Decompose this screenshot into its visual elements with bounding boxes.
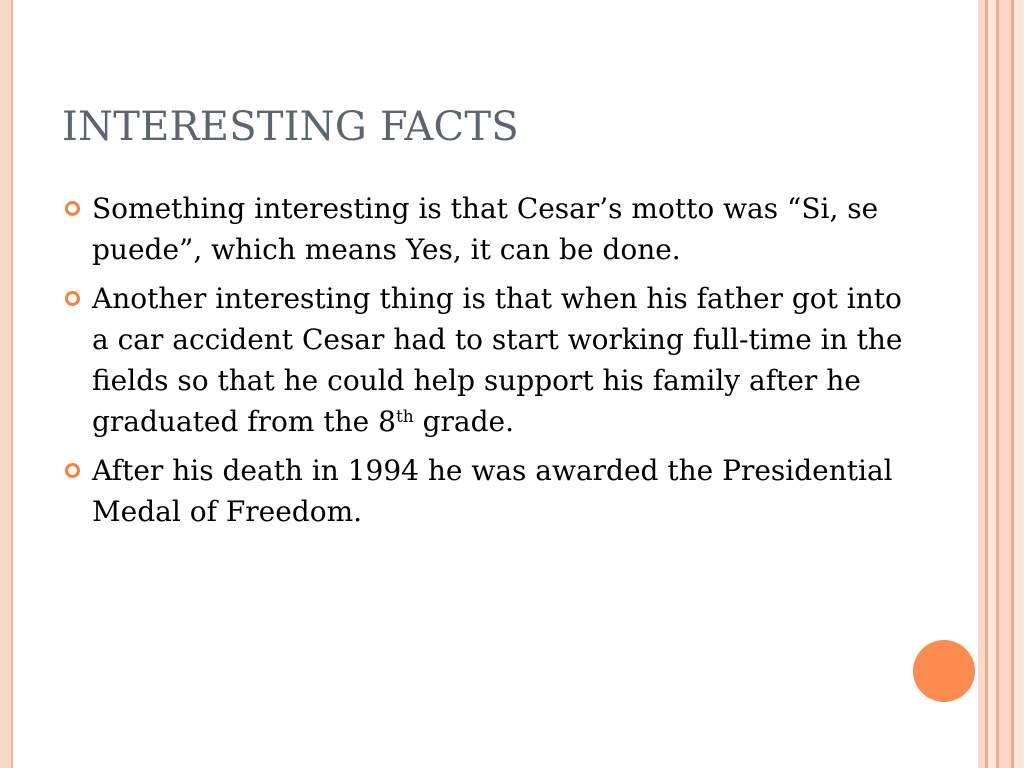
bullet-circle-icon: [65, 201, 80, 216]
left-border-stripe: [0, 0, 13, 768]
bullet-text: After his death in 1994 he was awarded the Presidential Medal of Freedom.: [92, 454, 893, 528]
bullet-item: [62, 450, 922, 532]
bullet-text-main: Another interesting thing is that when his father got into a car accident Cesar had to start working full-time in the fields so that he could help support his family after he graduated from the 8: [92, 282, 903, 438]
bullet-circle-icon: [65, 463, 80, 478]
bullet-text: [92, 278, 922, 442]
right-border-stripe: [978, 0, 985, 768]
right-border-stripe: [999, 0, 1011, 768]
bullet-text-end: grade.: [413, 405, 515, 438]
right-border-stripe: [1014, 0, 1024, 768]
bullet-circle-icon: [65, 291, 80, 306]
bullet-text: Something interesting is that Cesar’s motto was “Si, se puede”, which means Yes, it can be done.: [92, 192, 879, 266]
slide-title: INTERESTING FACTS: [62, 104, 519, 150]
bullet-item: [62, 188, 922, 270]
bullet-list: [62, 188, 922, 540]
decorative-circle: [913, 640, 975, 702]
right-border-stripe: [988, 0, 996, 768]
bullet-item: [62, 278, 922, 442]
ordinal-superscript: th: [395, 407, 414, 427]
